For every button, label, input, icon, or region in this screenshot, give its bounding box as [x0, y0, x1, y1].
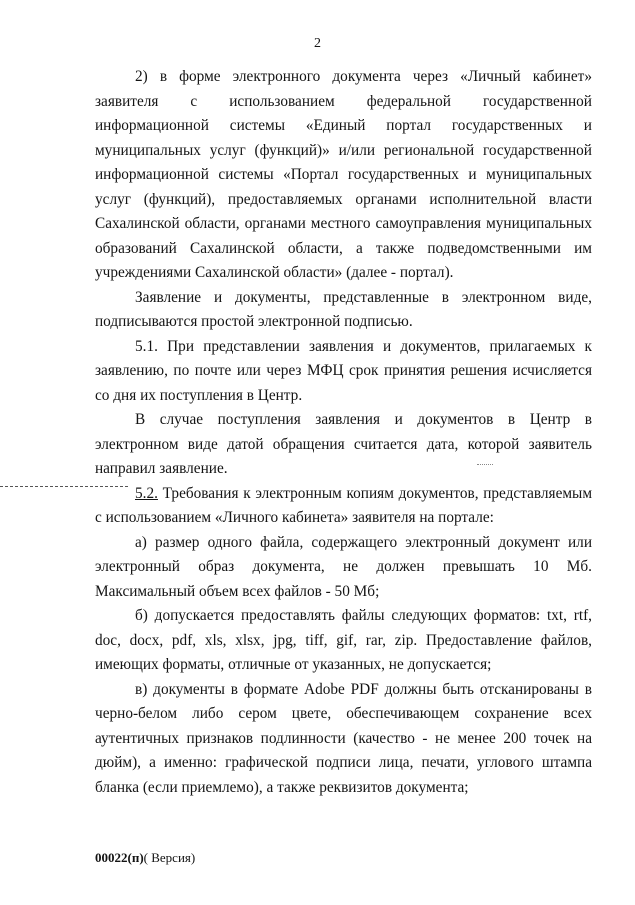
- paragraph-portal-submission: 2) в форме электронного документа через «Личный кабинет» заявителя с использованием федеральной государственной информационной системы «Единый портал государственных и муниципальных услуг (функций)» и/или региональной государственной информационной системы «Портал государственных и муниципальных услуг (функций), предоставляемых органами исполнительной власти Сахалинской области, органами местного самоуправления муниципальных образований Сахалинской области, а также подведомственными им учреждениями Сахалинской области» (далее - портал).: [95, 68, 592, 281]
- clause-text: Требования к электронным копиям документов, представляемым с использованием «Личного кабинета» заявителя на портале:: [95, 484, 592, 526]
- document-version: ( Версия): [143, 850, 196, 865]
- paragraph-pdf-scanning: в) документы в формате Adobe PDF должны быть отсканированы в черно-белом либо сером цвете, обеспечивающем сохранение всех аутентичных признаков подлинности (качество - не менее 200 точек на дюйм), а именно: графической подписи лица, печати, углового штампа бланка (если приемлемо), а также реквизитов документа;: [95, 680, 592, 796]
- paragraph-file-size: а) размер одного файла, содержащего электронный документ или электронный образ документа, не должен превышать 10 Мб. Максимальный объем всех файлов - 50 Мб;: [95, 533, 592, 600]
- paragraph-5-1: 5.1. При представлении заявления и документов, прилагаемых к заявлению, по почте или через МФЦ срок принятия решения исчисляется со дня их поступления в Центр.: [95, 337, 592, 404]
- document-body: [95, 65, 592, 800]
- paragraph-electronic-signature: Заявление и документы, представленные в электронном виде, подписываются простой электронной подписью.: [95, 288, 592, 330]
- document-code: 00022(п): [95, 850, 144, 865]
- document-footer: [95, 850, 195, 866]
- paragraph-5-2: [95, 482, 592, 531]
- page-number: 2: [314, 36, 321, 51]
- clause-number: 5.2.: [135, 484, 158, 502]
- paragraph-electronic-date: В случае поступления заявления и документов в Центр в электронном виде датой обращения считается дата, которой заявитель направил заявление.: [95, 411, 592, 477]
- paragraph-file-formats: б) допускается предоставлять файлы следующих форматов: txt, rtf, doc, docx, pdf, xls, xlsx, jpg, tiff, gif, rar, zip. Предоставление файлов, имеющих форматы, отличные от указанных, не допускается;: [95, 607, 592, 673]
